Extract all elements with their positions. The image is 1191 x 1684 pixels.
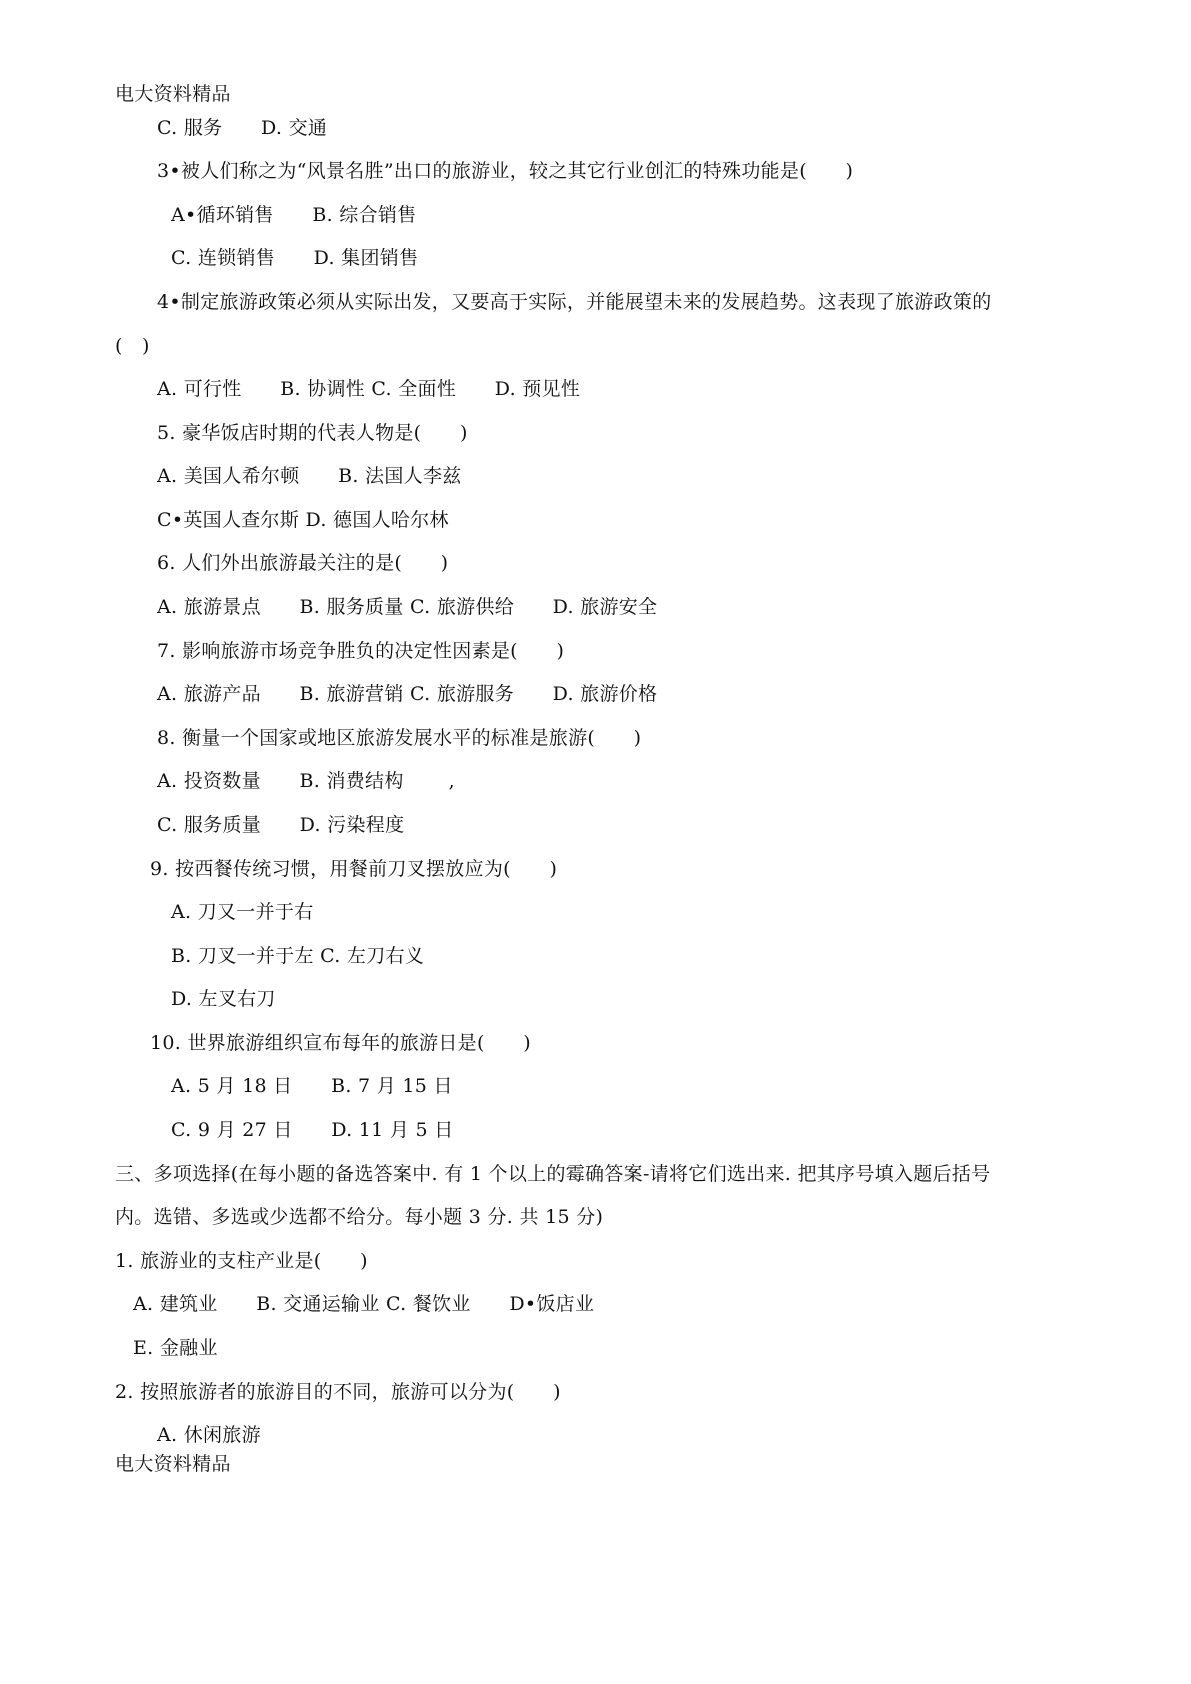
question-line: 1. 旅游业的支柱产业是( ) [115,1250,368,1272]
option-line: A. 旅游景点 B. 服务质量 C. 旅游供给 D. 旅游安全 [157,596,658,618]
option-line: A. 美国人希尔顿 B. 法国人李兹 [157,465,462,487]
question-line: 2. 按照旅游者的旅游目的不同，旅游可以分为( ) [115,1381,561,1403]
question-line: 5. 豪华饭店时期的代表人物是( ) [157,422,468,444]
question-line: ( ) [115,335,150,357]
question-line: 4•制定旅游政策必须从实际出发，又要高于实际，并能展望未来的发展趋势。这表现了旅游政策的 [157,291,992,313]
option-line: A. 可行性 B. 协调性 C. 全面性 D. 预见性 [157,378,581,400]
page-footer: 电大资料精品 [115,1453,231,1475]
option-line: B. 刀叉一并于左 C. 左刀右义 [171,945,425,967]
page-header: 电大资料精品 [115,83,231,105]
option-line: C. 服务质量 D. 污染程度 [157,814,405,836]
section-heading: 三、多项选择(在每小题的备选答案中. 有 1 个以上的霉确答案-请将它们选出来. 把其序号填入题后括号 [115,1163,991,1185]
section-heading-continued: 内。选错、多选或少选都不给分。每小题 3 分. 共 15 分) [115,1206,604,1228]
option-line: A. 旅游产品 B. 旅游营销 C. 旅游服务 D. 旅游价格 [157,683,658,705]
option-line: A. 休闲旅游 [157,1424,261,1446]
question-line: 3•被人们称之为“风景名胜”出口的旅游业，较之其它行业创汇的特殊功能是( ) [157,160,854,182]
option-line: E. 金融业 [133,1337,218,1359]
option-line: C. 连锁销售 D. 集团销售 [171,247,419,269]
option-line: A. 建筑业 B. 交通运输业 C. 餐饮业 D•饭店业 [133,1293,595,1315]
question-line: 7. 影响旅游市场竞争胜负的决定性因素是( ) [157,640,565,662]
option-line: C•英国人查尔斯 D. 德国人哈尔林 [157,509,449,531]
question-line: 10. 世界旅游组织宣布每年的旅游日是( ) [150,1032,531,1054]
question-line: 6. 人们外出旅游最关注的是( ) [157,552,449,574]
option-line: C. 9 月 27 日 D. 11 月 5 日 [171,1119,454,1141]
option-line: A. 5 月 18 日 B. 7 月 15 日 [171,1075,453,1097]
option-line: A•循环销售 B. 综合销售 [171,204,417,226]
option-line: C. 服务 D. 交通 [157,117,328,139]
option-line: A. 投资数量 B. 消费结构 , [157,770,455,792]
option-line: D. 左叉右刀 [171,988,276,1010]
option-line: A. 刀又一并于右 [171,901,314,923]
question-line: 9. 按西餐传统习惯，用餐前刀叉摆放应为( ) [150,858,558,880]
question-line: 8. 衡量一个国家或地区旅游发展水平的标准是旅游( ) [157,727,642,749]
